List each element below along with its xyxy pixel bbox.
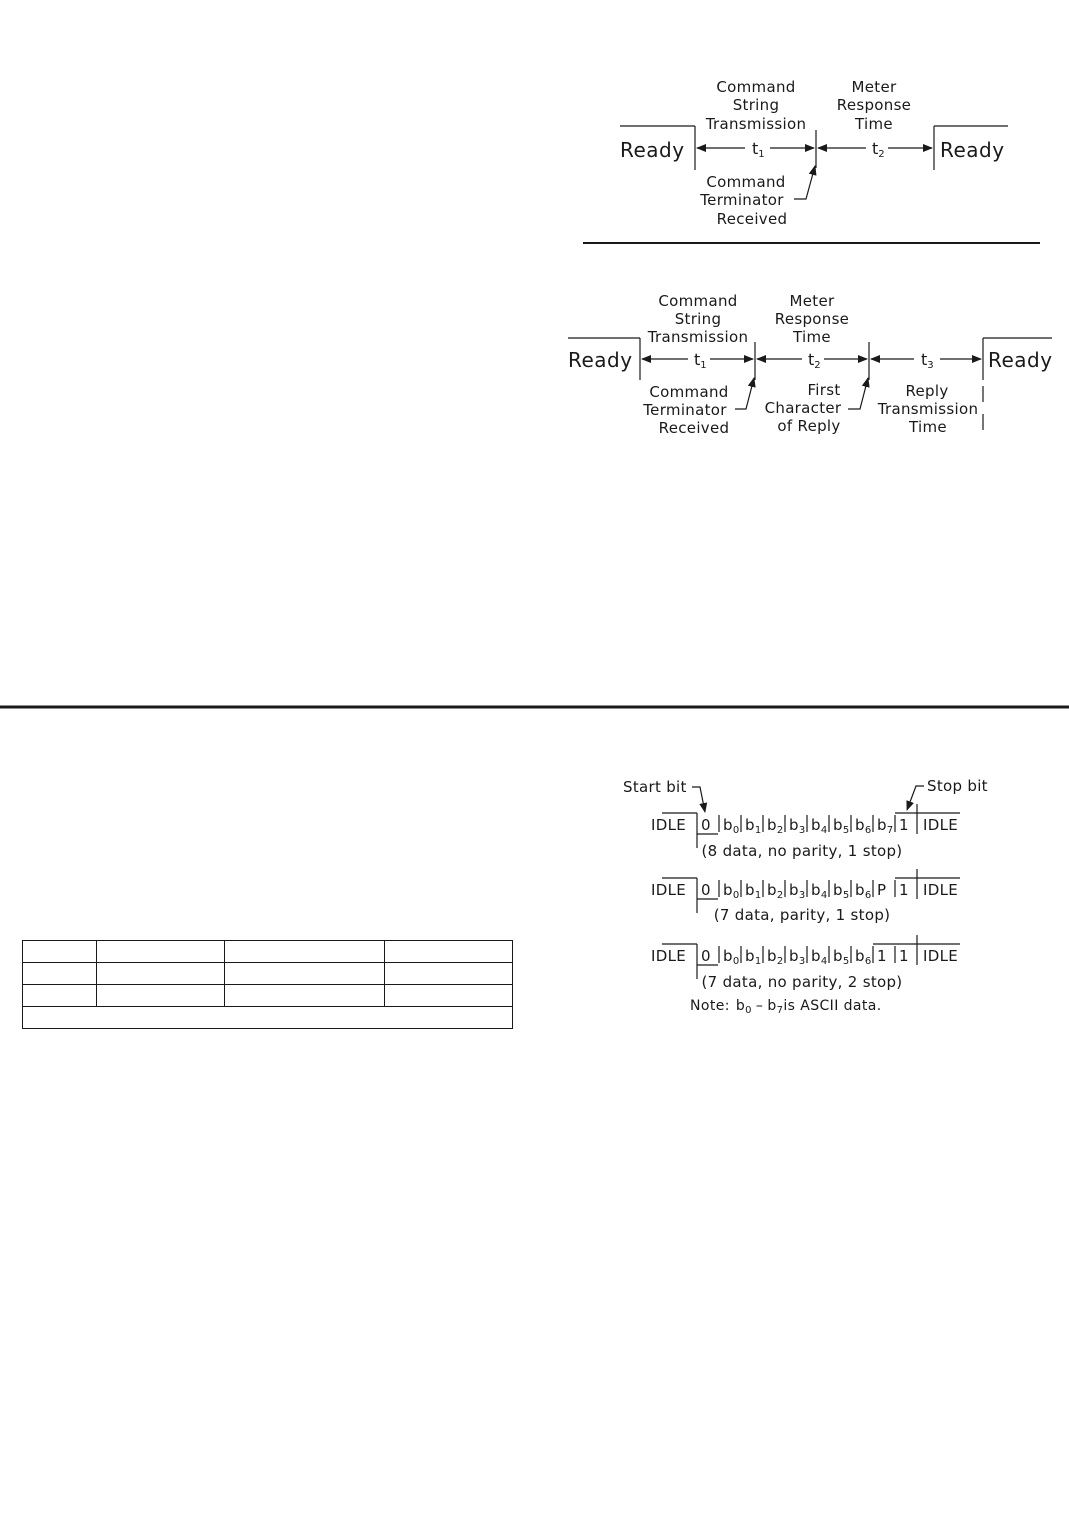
d1-label-terminator-line2: Terminator xyxy=(700,191,784,209)
d1-label-meter-line1: Meter xyxy=(851,78,897,96)
table-row xyxy=(23,941,513,963)
idle-right-label: IDLE xyxy=(923,816,959,834)
table-cell xyxy=(23,963,97,985)
spec-table-container xyxy=(22,940,512,1028)
table-cell xyxy=(385,941,513,963)
frame-bit-cell: $b_4$ xyxy=(811,947,828,967)
d2-terminator-leader xyxy=(735,378,754,409)
d2-t1-label: t1 xyxy=(694,350,707,371)
frame-bit-cell: $b_3$ xyxy=(789,881,806,901)
d2-label-terminator-line2: Terminator xyxy=(643,401,727,419)
start-bit-leader xyxy=(692,787,705,812)
frame-bit-cell: $b_2$ xyxy=(767,816,784,836)
frame-bit-cell: 0 xyxy=(701,947,711,965)
spec-table xyxy=(22,940,513,1029)
idle-right-label: IDLE xyxy=(923,881,959,899)
table-cell xyxy=(225,985,385,1007)
frame-bit-cell: $b_0$ xyxy=(723,947,740,967)
frame-bit-cell: 0 xyxy=(701,881,711,899)
d2-label-terminator-line1: Command xyxy=(649,383,729,401)
frame-row2 xyxy=(651,869,960,924)
table-cell xyxy=(385,963,513,985)
d2-label-terminator-line3: Received xyxy=(658,419,730,437)
frame-note: Note: $b_0 - b_7is$ ASCII data. xyxy=(690,998,882,1016)
d1-ready-left: Ready xyxy=(620,138,685,162)
frame-bit-cell: $b_1$ xyxy=(745,947,762,967)
frame-bit-cell: $b_6$ xyxy=(855,881,872,901)
d2-label-reply-line1: Reply xyxy=(905,382,949,400)
d1-t1-label: t1 xyxy=(752,139,765,160)
d1-t2-label: t2 xyxy=(872,139,885,160)
frame-bit-cell: $b_0$ xyxy=(723,816,740,836)
d2-label-reply-line3: Time xyxy=(909,418,947,436)
table-cell xyxy=(97,941,225,963)
frame-bit-cell: $b_5$ xyxy=(833,881,850,901)
d2-label-reply-line2: Transmission xyxy=(877,400,979,418)
frame-bit-cell: $b_1$ xyxy=(745,816,762,836)
frame-bit-cell: $b_6$ xyxy=(855,947,872,967)
frame-row1 xyxy=(651,804,960,860)
d1-terminator-leader xyxy=(794,166,815,199)
table-cell xyxy=(23,985,97,1007)
d2-label-first-char-line2: Character xyxy=(764,399,842,417)
stop-bit-leader xyxy=(907,786,924,810)
frame-bit-cell: $b_3$ xyxy=(789,947,806,967)
frame-bit-cell: $b_3$ xyxy=(789,816,806,836)
frame-bit-cell: 1 xyxy=(877,947,887,965)
timing-diagram-with-reply xyxy=(568,292,1053,437)
d2-label-first-char-line1: First xyxy=(807,381,841,399)
d1-label-meter-line3: Time xyxy=(855,115,893,133)
frame-bit-cell: $b_2$ xyxy=(767,881,784,901)
table-footer-cell xyxy=(23,1007,513,1029)
d1-ready-right: Ready xyxy=(940,138,1005,162)
d1-label-terminator-line1: Command xyxy=(706,173,786,191)
table-row xyxy=(23,963,513,985)
d2-label-command-line3: Transmission xyxy=(647,328,749,346)
frame-bit-cell: P xyxy=(877,881,887,899)
frame-bit-cell: $b_4$ xyxy=(811,881,828,901)
table-cell xyxy=(225,941,385,963)
d2-label-meter-line3: Time xyxy=(793,328,831,346)
d1-label-meter-line2: Response xyxy=(836,96,912,114)
d2-label-meter-line1: Meter xyxy=(789,292,835,310)
table-cell xyxy=(225,963,385,985)
frame-caption: (7 data, parity, 1 stop) xyxy=(713,906,891,924)
idle-right-label: IDLE xyxy=(923,947,959,965)
frame-bit-cell: 1 xyxy=(899,881,909,899)
frame-bit-cell: $b_7$ xyxy=(877,816,894,836)
frame-bit-cell: 1 xyxy=(899,816,909,834)
table-cell xyxy=(97,963,225,985)
d1-label-command-line1: Command xyxy=(716,78,796,96)
frame-rows xyxy=(651,804,960,991)
table-cell xyxy=(97,985,225,1007)
d2-first-char-leader xyxy=(848,378,868,409)
frame-bit-cell: $b_5$ xyxy=(833,947,850,967)
table-footer-row xyxy=(23,1007,513,1029)
d2-label-command-line1: Command xyxy=(658,292,738,310)
frame-bit-cell: $b_0$ xyxy=(723,881,740,901)
frame-caption: (7 data, no parity, 2 stop) xyxy=(701,973,903,991)
d2-ready-right: Ready xyxy=(988,348,1053,372)
table-cell xyxy=(385,985,513,1007)
d1-label-command-line2: String xyxy=(732,96,780,114)
frame-bit-cell: 1 xyxy=(899,947,909,965)
table-row xyxy=(23,985,513,1007)
start-bit-label: Start bit xyxy=(623,778,687,796)
stop-bit-label: Stop bit xyxy=(927,777,988,795)
frame-row3 xyxy=(651,935,960,991)
frame-bit-cell: 0 xyxy=(701,816,711,834)
idle-left-label: IDLE xyxy=(651,881,687,899)
d1-label-terminator-line3: Received xyxy=(716,210,788,228)
frame-bit-cell: $b_5$ xyxy=(833,816,850,836)
table-cell xyxy=(23,941,97,963)
spec-table-body xyxy=(23,941,513,1029)
frame-bit-cell: $b_6$ xyxy=(855,816,872,836)
frame-bit-cell: $b_4$ xyxy=(811,816,828,836)
d2-t3-label: t3 xyxy=(921,350,934,371)
serial-frame-diagram xyxy=(623,777,988,1016)
timing-diagram-command-only xyxy=(620,78,1008,228)
d2-t2-label: t2 xyxy=(808,350,821,371)
idle-left-label: IDLE xyxy=(651,947,687,965)
d2-label-first-char-line3: of Reply xyxy=(777,417,841,435)
frame-bit-cell: $b_1$ xyxy=(745,881,762,901)
d2-label-meter-line2: Response xyxy=(774,310,850,328)
frame-caption: (8 data, no parity, 1 stop) xyxy=(701,842,903,860)
idle-left-label: IDLE xyxy=(651,816,687,834)
d1-label-command-line3: Transmission xyxy=(705,115,807,133)
d2-ready-left: Ready xyxy=(568,348,633,372)
d2-label-command-line2: String xyxy=(674,310,722,328)
frame-bit-cell: $b_2$ xyxy=(767,947,784,967)
